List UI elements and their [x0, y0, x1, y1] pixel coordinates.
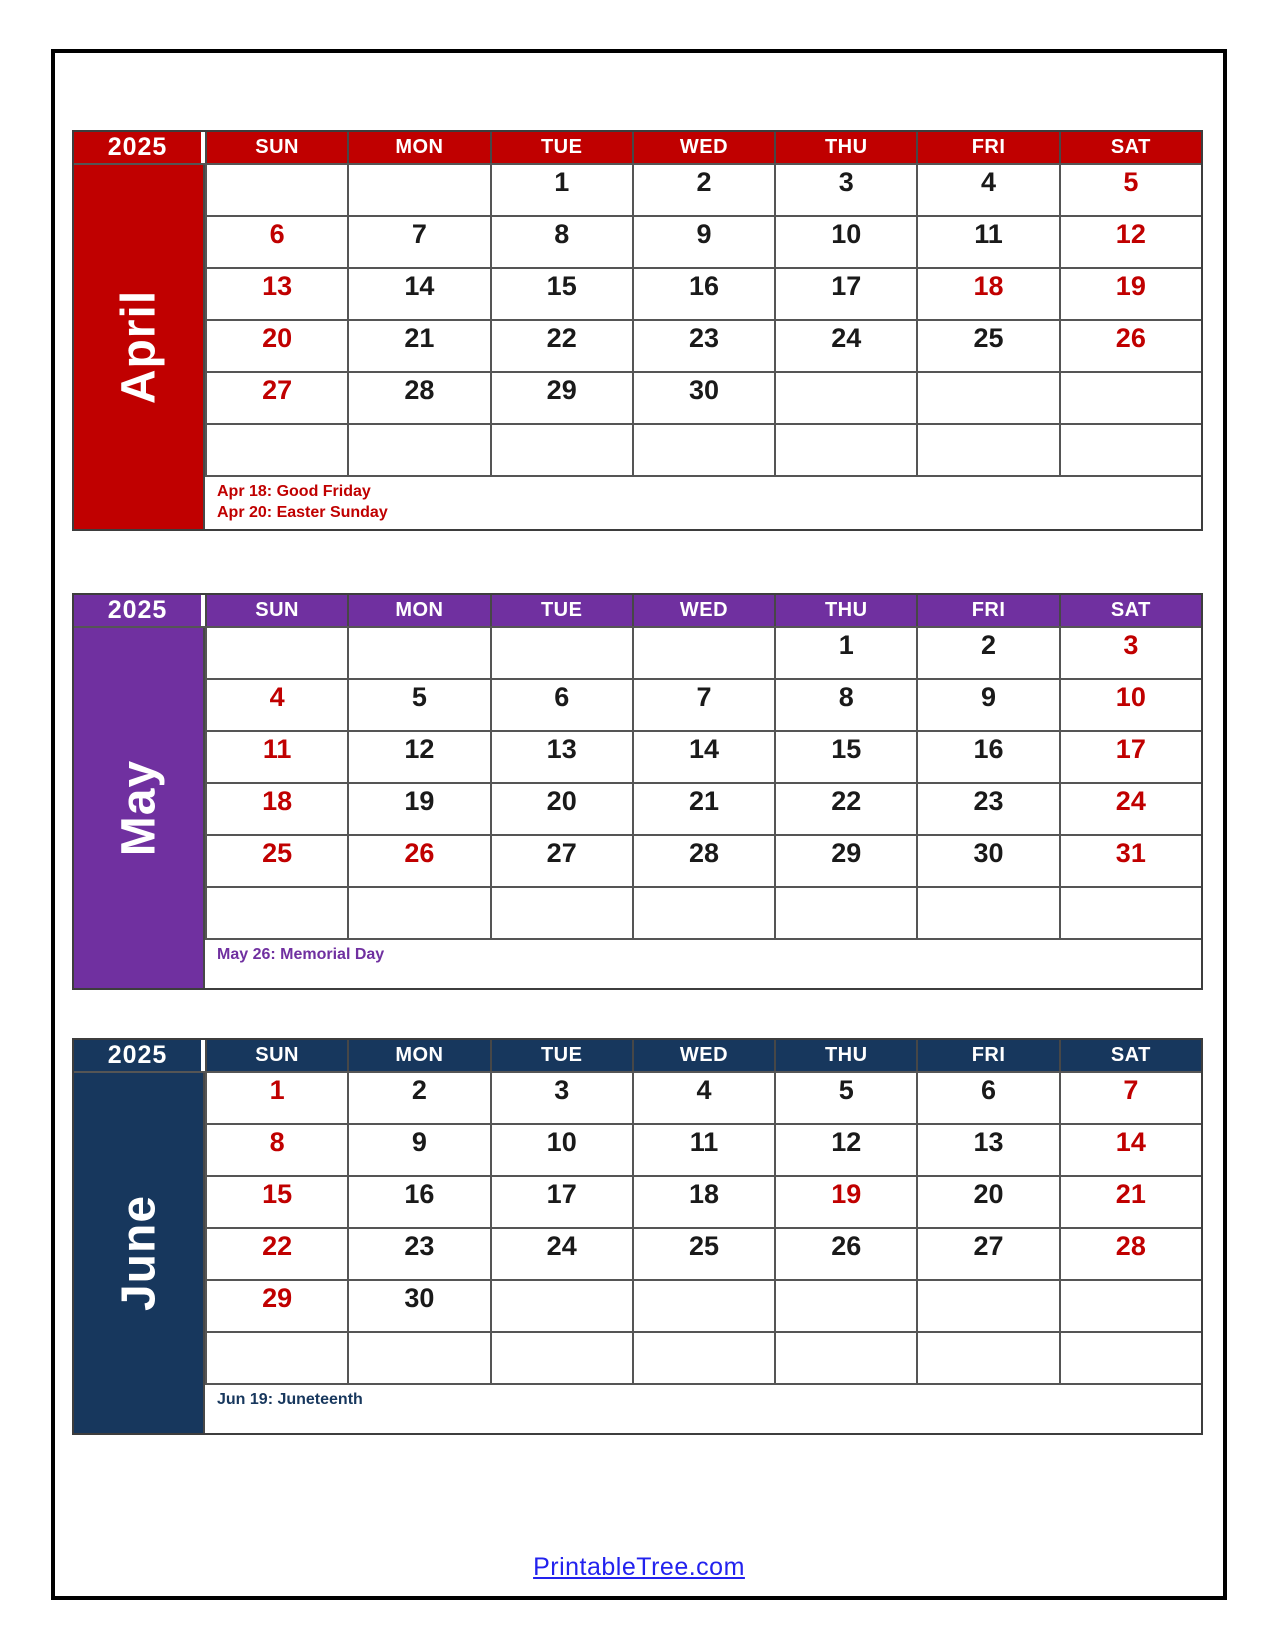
day-header-wed: WED	[632, 1040, 774, 1071]
date-cell: 29	[490, 373, 632, 423]
day-header-thu: THU	[774, 1040, 916, 1071]
date-cell: 8	[774, 680, 916, 730]
date-cell: 27	[490, 836, 632, 886]
date-cell: 26	[1059, 321, 1201, 371]
year-label: 2025	[74, 1040, 205, 1071]
date-cell: 19	[347, 784, 489, 834]
month-sidebar	[74, 628, 205, 988]
date-cell: 31	[1059, 836, 1201, 886]
date-cell: 18	[632, 1177, 774, 1227]
holiday-notes	[205, 477, 1201, 529]
date-cell: 18	[916, 269, 1058, 319]
date-cell: 28	[1059, 1229, 1201, 1279]
date-cell: 7	[1059, 1073, 1201, 1123]
date-cell: 2	[632, 165, 774, 215]
month-body	[74, 165, 1201, 529]
date-cell: 30	[632, 373, 774, 423]
month-name-label: April	[112, 289, 165, 405]
date-cell: 18	[205, 784, 347, 834]
day-header-mon: MON	[347, 132, 489, 163]
date-cell: 20	[490, 784, 632, 834]
date-cell: 20	[205, 321, 347, 371]
date-cell: 19	[774, 1177, 916, 1227]
date-cell: 25	[632, 1229, 774, 1279]
date-cell: 23	[632, 321, 774, 371]
date-cell: 17	[1059, 732, 1201, 782]
month-may	[72, 593, 1203, 990]
date-cell: 5	[1059, 165, 1201, 215]
empty-date-cell	[1059, 425, 1201, 475]
month-sidebar	[74, 165, 205, 529]
week-row	[205, 217, 1201, 269]
empty-date-cell	[490, 628, 632, 678]
day-header-sat: SAT	[1059, 595, 1201, 626]
month-body	[74, 1073, 1201, 1433]
date-cell: 7	[347, 217, 489, 267]
date-cell: 23	[347, 1229, 489, 1279]
date-cell: 24	[774, 321, 916, 371]
date-cell: 22	[490, 321, 632, 371]
month-body	[74, 628, 1201, 988]
date-cell: 26	[347, 836, 489, 886]
date-cell: 21	[632, 784, 774, 834]
date-cell: 13	[205, 269, 347, 319]
empty-date-cell	[490, 1281, 632, 1331]
date-cell: 14	[347, 269, 489, 319]
date-cell: 5	[774, 1073, 916, 1123]
empty-date-cell	[347, 628, 489, 678]
day-header-tue: TUE	[490, 132, 632, 163]
year-label: 2025	[74, 595, 205, 626]
empty-date-cell	[347, 425, 489, 475]
week-row	[205, 888, 1201, 940]
date-cell: 16	[632, 269, 774, 319]
date-cell: 4	[632, 1073, 774, 1123]
date-cell: 1	[205, 1073, 347, 1123]
day-header-fri: FRI	[916, 132, 1058, 163]
empty-date-cell	[205, 425, 347, 475]
date-cell: 9	[632, 217, 774, 267]
date-cell: 21	[347, 321, 489, 371]
year-label: 2025	[74, 132, 205, 163]
holiday-note-line: Apr 20: Easter Sunday	[217, 504, 388, 521]
empty-date-cell	[1059, 1333, 1201, 1383]
empty-date-cell	[1059, 1281, 1201, 1331]
date-grid	[205, 628, 1201, 988]
date-cell: 12	[1059, 217, 1201, 267]
empty-date-cell	[205, 888, 347, 938]
holiday-note-line: Apr 18: Good Friday	[217, 483, 371, 500]
date-cell: 21	[1059, 1177, 1201, 1227]
week-row	[205, 1229, 1201, 1281]
empty-date-cell	[490, 888, 632, 938]
date-cell: 20	[916, 1177, 1058, 1227]
date-cell: 26	[774, 1229, 916, 1279]
day-header-sat: SAT	[1059, 132, 1201, 163]
empty-date-cell	[205, 628, 347, 678]
empty-date-cell	[632, 1333, 774, 1383]
week-row	[205, 425, 1201, 477]
date-cell: 30	[347, 1281, 489, 1331]
date-cell: 22	[774, 784, 916, 834]
day-header-sun: SUN	[205, 1040, 347, 1071]
week-row	[205, 1073, 1201, 1125]
empty-date-cell	[1059, 373, 1201, 423]
day-header-fri: FRI	[916, 1040, 1058, 1071]
date-cell: 4	[205, 680, 347, 730]
empty-date-cell	[916, 373, 1058, 423]
month-header-row	[74, 132, 1201, 165]
date-cell: 3	[774, 165, 916, 215]
empty-date-cell	[916, 1281, 1058, 1331]
date-cell: 25	[205, 836, 347, 886]
empty-date-cell	[774, 425, 916, 475]
date-cell: 15	[774, 732, 916, 782]
empty-date-cell	[774, 1281, 916, 1331]
empty-date-cell	[205, 165, 347, 215]
date-cell: 6	[205, 217, 347, 267]
date-cell: 9	[347, 1125, 489, 1175]
date-cell: 28	[347, 373, 489, 423]
day-header-thu: THU	[774, 132, 916, 163]
week-row	[205, 1333, 1201, 1385]
empty-date-cell	[347, 165, 489, 215]
empty-date-cell	[774, 373, 916, 423]
day-header-thu: THU	[774, 595, 916, 626]
holiday-notes	[205, 940, 1201, 988]
date-grid	[205, 1073, 1201, 1433]
date-grid	[205, 165, 1201, 529]
date-cell: 10	[774, 217, 916, 267]
date-cell: 2	[347, 1073, 489, 1123]
date-cell: 17	[490, 1177, 632, 1227]
empty-date-cell	[632, 628, 774, 678]
date-cell: 11	[632, 1125, 774, 1175]
empty-date-cell	[632, 888, 774, 938]
date-cell: 11	[916, 217, 1058, 267]
empty-date-cell	[916, 888, 1058, 938]
date-cell: 28	[632, 836, 774, 886]
date-cell: 13	[490, 732, 632, 782]
day-header-mon: MON	[347, 595, 489, 626]
month-name-label: June	[112, 1194, 165, 1312]
page-footer	[55, 1553, 1223, 1582]
empty-date-cell	[774, 1333, 916, 1383]
empty-date-cell	[347, 1333, 489, 1383]
date-cell: 13	[916, 1125, 1058, 1175]
footer-link[interactable]: PrintableTree.com	[533, 1553, 745, 1581]
week-row	[205, 321, 1201, 373]
week-row	[205, 1177, 1201, 1229]
week-row	[205, 373, 1201, 425]
day-header-sat: SAT	[1059, 1040, 1201, 1071]
empty-date-cell	[632, 1281, 774, 1331]
day-header-sun: SUN	[205, 595, 347, 626]
date-cell: 29	[774, 836, 916, 886]
week-row	[205, 732, 1201, 784]
date-cell: 23	[916, 784, 1058, 834]
empty-date-cell	[916, 1333, 1058, 1383]
week-row	[205, 680, 1201, 732]
date-cell: 12	[347, 732, 489, 782]
week-row	[205, 269, 1201, 321]
date-cell: 3	[490, 1073, 632, 1123]
day-header-mon: MON	[347, 1040, 489, 1071]
month-april	[72, 130, 1203, 531]
week-row	[205, 165, 1201, 217]
date-cell: 15	[205, 1177, 347, 1227]
date-cell: 15	[490, 269, 632, 319]
date-cell: 14	[1059, 1125, 1201, 1175]
holiday-note-line: Jun 19: Juneteenth	[217, 1391, 363, 1408]
month-header-row	[74, 1040, 1201, 1073]
empty-date-cell	[205, 1333, 347, 1383]
empty-date-cell	[490, 425, 632, 475]
month-june	[72, 1038, 1203, 1435]
date-cell: 8	[205, 1125, 347, 1175]
day-header-wed: WED	[632, 132, 774, 163]
empty-date-cell	[490, 1333, 632, 1383]
empty-date-cell	[1059, 888, 1201, 938]
date-cell: 1	[490, 165, 632, 215]
date-cell: 2	[916, 628, 1058, 678]
page-frame	[51, 49, 1227, 1600]
date-cell: 9	[916, 680, 1058, 730]
date-cell: 6	[490, 680, 632, 730]
date-cell: 7	[632, 680, 774, 730]
day-header-sun: SUN	[205, 132, 347, 163]
date-cell: 17	[774, 269, 916, 319]
date-cell: 22	[205, 1229, 347, 1279]
date-cell: 24	[490, 1229, 632, 1279]
date-cell: 3	[1059, 628, 1201, 678]
date-cell: 10	[490, 1125, 632, 1175]
empty-date-cell	[632, 425, 774, 475]
date-cell: 6	[916, 1073, 1058, 1123]
date-cell: 10	[1059, 680, 1201, 730]
day-header-wed: WED	[632, 595, 774, 626]
date-cell: 12	[774, 1125, 916, 1175]
day-header-tue: TUE	[490, 595, 632, 626]
day-header-fri: FRI	[916, 595, 1058, 626]
date-cell: 24	[1059, 784, 1201, 834]
month-sidebar	[74, 1073, 205, 1433]
month-header-row	[74, 595, 1201, 628]
date-cell: 11	[205, 732, 347, 782]
empty-date-cell	[774, 888, 916, 938]
day-header-tue: TUE	[490, 1040, 632, 1071]
month-name-label: May	[112, 759, 165, 857]
date-cell: 16	[916, 732, 1058, 782]
months-container	[72, 130, 1223, 1435]
week-row	[205, 784, 1201, 836]
week-row	[205, 836, 1201, 888]
date-cell: 30	[916, 836, 1058, 886]
week-row	[205, 1281, 1201, 1333]
holiday-notes	[205, 1385, 1201, 1433]
date-cell: 5	[347, 680, 489, 730]
holiday-note-line: May 26: Memorial Day	[217, 946, 385, 963]
date-cell: 25	[916, 321, 1058, 371]
week-row	[205, 1125, 1201, 1177]
date-cell: 14	[632, 732, 774, 782]
date-cell: 16	[347, 1177, 489, 1227]
date-cell: 1	[774, 628, 916, 678]
empty-date-cell	[916, 425, 1058, 475]
empty-date-cell	[347, 888, 489, 938]
date-cell: 27	[916, 1229, 1058, 1279]
date-cell: 29	[205, 1281, 347, 1331]
date-cell: 19	[1059, 269, 1201, 319]
date-cell: 8	[490, 217, 632, 267]
date-cell: 4	[916, 165, 1058, 215]
date-cell: 27	[205, 373, 347, 423]
week-row	[205, 628, 1201, 680]
